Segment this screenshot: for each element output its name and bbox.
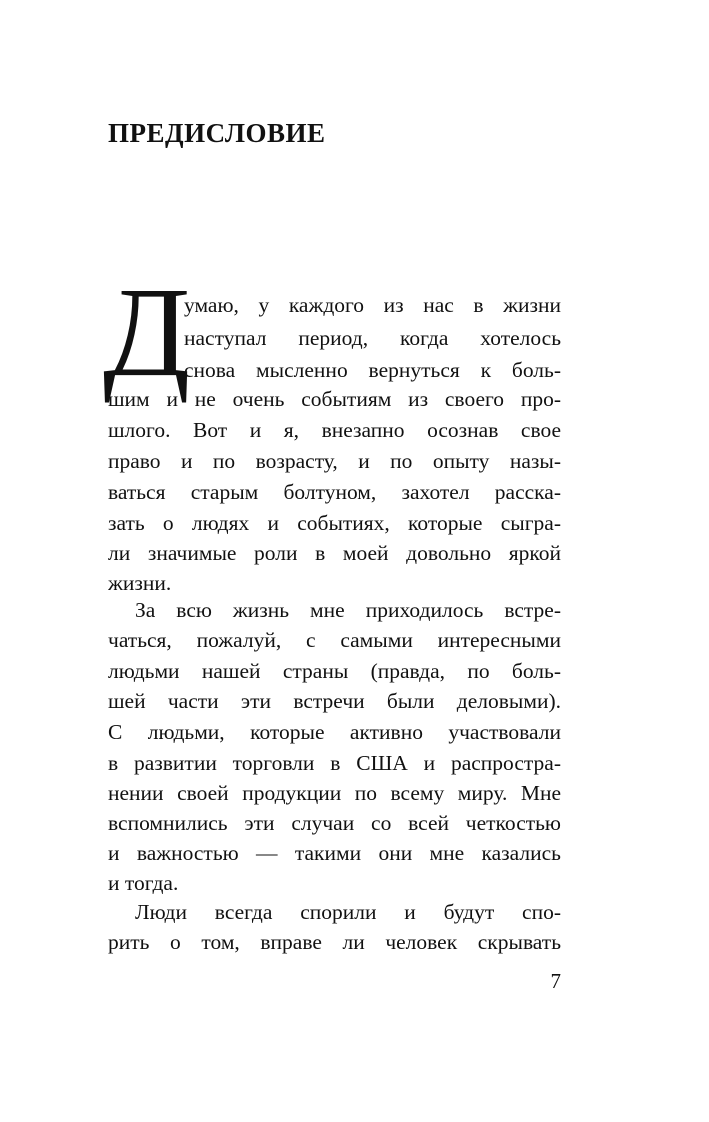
text-line: и тогда. xyxy=(108,871,179,895)
text-line: зать о людях и событиях, которые сыгра- xyxy=(108,511,561,535)
text-line: и важностью — такими они мне казались xyxy=(108,841,561,865)
text-line: нении своей продукции по всему миру. Мне xyxy=(108,781,561,805)
text-line: людьми нашей страны (правда, по боль- xyxy=(108,659,561,683)
text-line: ли значимые роли в моей довольно яркой xyxy=(108,541,561,565)
text-line: жизни. xyxy=(108,571,172,595)
text-line: умаю, у каждого из нас в жизни xyxy=(184,293,561,317)
text-line: рить о том, вправе ли человек скрывать xyxy=(108,930,561,954)
text-line: С людьми, которые активно участвовали xyxy=(108,720,561,744)
text-line: наступал период, когда хотелось xyxy=(184,326,561,350)
text-line: чаться, пожалуй, с самыми интересными xyxy=(108,628,561,652)
drop-cap: Д xyxy=(103,261,191,403)
text-line: Люди всегда спорили и будут спо- xyxy=(135,900,561,924)
page-number: 7 xyxy=(550,969,561,993)
text-line: За всю жизнь мне приходилось встре- xyxy=(135,598,561,622)
text-line: снова мысленно вернуться к боль- xyxy=(184,358,561,382)
text-line: вспомнились эти случаи со всей четкостью xyxy=(108,811,561,835)
text-line: право и по возрасту, и по опыту назы- xyxy=(108,449,561,473)
text-line: шей части эти встречи были деловыми). xyxy=(108,689,561,713)
text-line: шлого. Вот и я, внезапно осознав свое xyxy=(108,418,561,442)
text-line: шим и не очень событиям из своего про- xyxy=(108,387,561,411)
chapter-title: ПРЕДИСЛОВИЕ xyxy=(108,118,326,148)
text-line: в развитии торговли в США и распростра- xyxy=(108,751,561,775)
text-line: ваться старым болтуном, захотел расска- xyxy=(108,480,561,504)
